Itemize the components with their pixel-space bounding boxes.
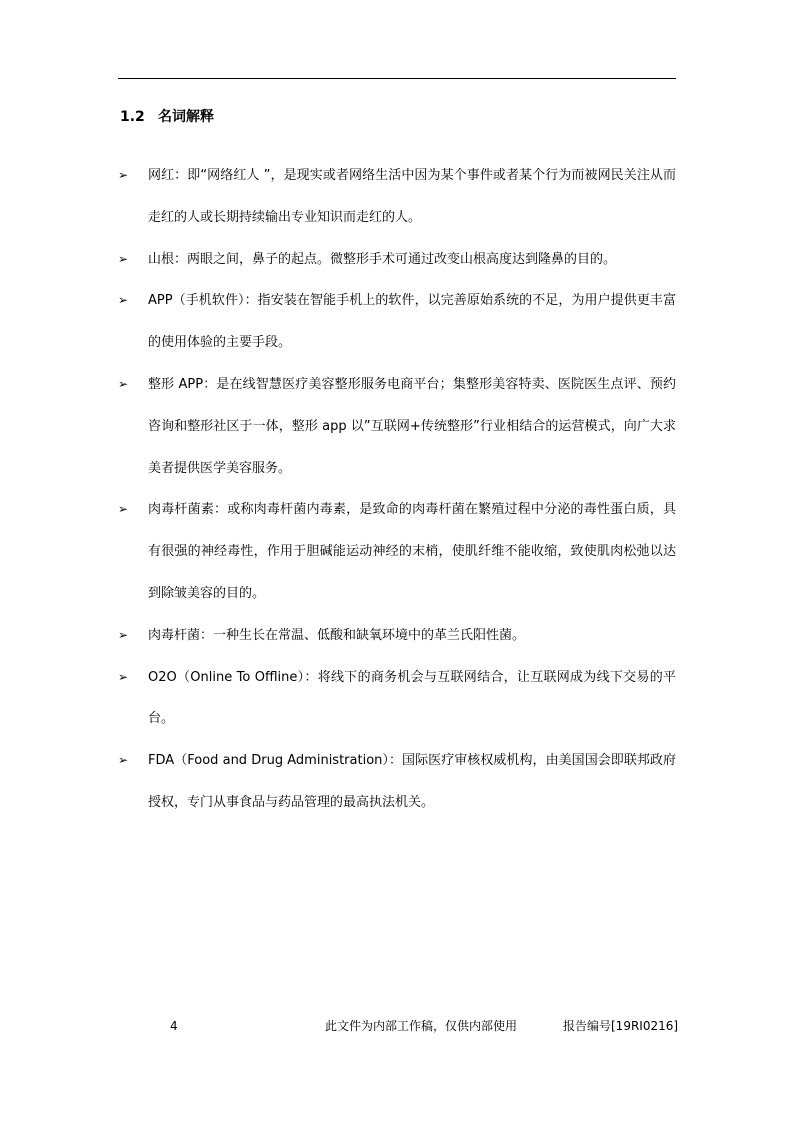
term-definition: 两眼之间，鼻子的起点。微整形手术可通过改变山根高度达到隆鼻的目的。 bbox=[187, 251, 617, 267]
list-item bbox=[118, 364, 676, 489]
term-label: APP（手机软件）： bbox=[148, 293, 258, 309]
bullet-arrow-icon: ➢ bbox=[118, 753, 129, 768]
term-label: 肉毒杆菌素： bbox=[148, 502, 228, 518]
header-rule bbox=[118, 78, 676, 79]
list-item bbox=[118, 615, 676, 657]
bullet-arrow-icon: ➢ bbox=[118, 376, 129, 391]
bullet-arrow-icon: ➢ bbox=[118, 168, 129, 182]
bullet-arrow-icon: ➢ bbox=[118, 293, 129, 308]
term-definition: 指安装在智能手机上的软件，以完善原始系统的不足，为用户提供更丰富的使用体验的主要手段。 bbox=[148, 293, 676, 351]
bullet-arrow-icon: ➢ bbox=[118, 251, 129, 266]
term-definition: 国际医疗审核权威机构，由美国国会即联邦政府授权，专门从事食品与药品管理的最高执法机关。 bbox=[148, 753, 676, 810]
bullet-arrow-icon: ➢ bbox=[118, 502, 129, 517]
confidentiality-notice: 此文件为内部工作稿，仅供内部使用 bbox=[325, 1019, 518, 1033]
term-definition: 将线下的商务机会与互联网结合，让互联网成为线下交易的平台。 bbox=[148, 669, 676, 727]
section-title: 名词解释 bbox=[158, 109, 214, 125]
section-heading bbox=[120, 106, 214, 128]
term-definition: 即“网络红人 ”，是现实或者网络生活中因为某个事件或者某个行为而被网民关注从而走红的人或长期持续输出专业知识而走红的人。 bbox=[148, 168, 676, 225]
bullet-arrow-icon: ➢ bbox=[118, 669, 129, 684]
term-definition: 一种生长在常温、低酸和缺氧环境中的革兰氏阳性菌。 bbox=[213, 627, 526, 643]
term-label: FDA（Food and Drug Administration）： bbox=[148, 753, 403, 769]
page-number: 4 bbox=[170, 1019, 178, 1033]
term-label: 整形 APP： bbox=[148, 376, 217, 392]
bullet-arrow-icon: ➢ bbox=[118, 627, 129, 642]
list-item bbox=[118, 155, 676, 239]
term-label: 肉毒杆菌： bbox=[148, 627, 214, 643]
term-definition-list bbox=[118, 155, 676, 824]
term-definition: 是在线智慧医疗美容整形服务电商平台；集整形美容特卖、医院医生点评、预约咨询和整形社区于一体，整形 app 以”互联网+传统整形”行业相结合的运营模式，向广大求美者提供医学美容服务。 bbox=[148, 376, 676, 476]
page-footer bbox=[0, 1016, 793, 1036]
term-definition: 或称肉毒杆菌内毒素，是致命的肉毒杆菌在繁殖过程中分泌的毒性蛋白质，具有很强的神经毒性，作用于胆碱能运动神经的末梢，使肌纤维不能收缩，致使肌肉松弛以达到除皱美容的目的。 bbox=[148, 502, 676, 601]
list-item bbox=[118, 489, 676, 614]
term-label: 网红： bbox=[148, 168, 188, 183]
list-item bbox=[118, 239, 676, 281]
list-item bbox=[118, 740, 676, 824]
term-label: O2O（Online To Offline）： bbox=[148, 669, 318, 685]
section-number: 1.2 bbox=[120, 109, 145, 125]
report-number: 报告编号[19RI0216] bbox=[563, 1019, 679, 1033]
term-label: 山根： bbox=[148, 251, 188, 267]
list-item bbox=[118, 657, 676, 741]
list-item bbox=[118, 280, 676, 364]
